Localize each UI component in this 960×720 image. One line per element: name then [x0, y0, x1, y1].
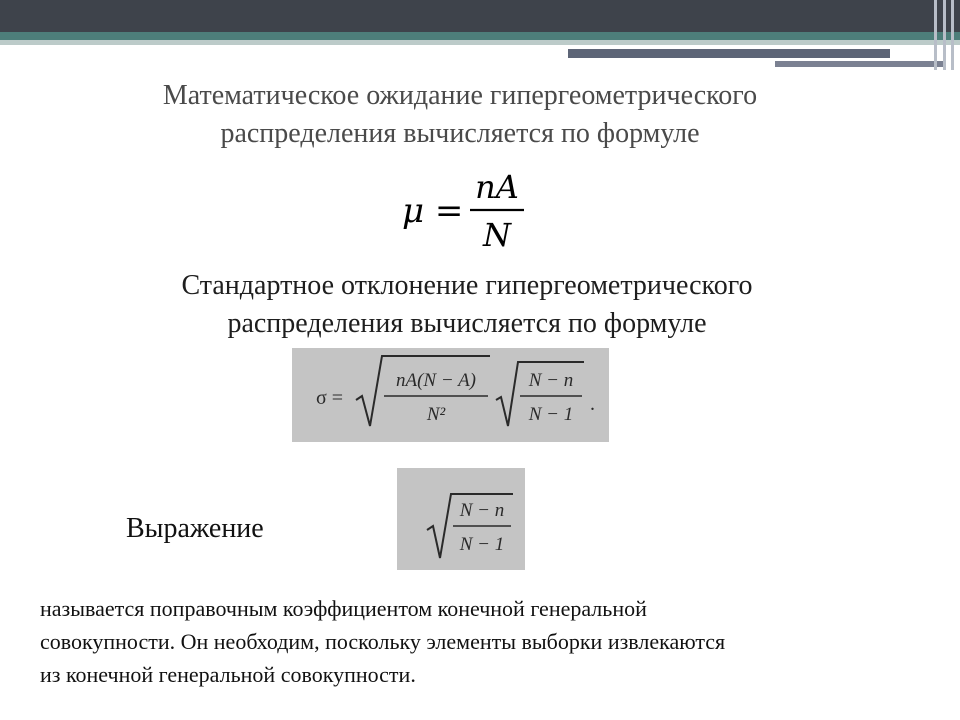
corner-stripe [943, 0, 946, 70]
std-formula-denominator-1: N² [426, 404, 446, 425]
std-formula-image [292, 348, 609, 442]
std-formula-terminator: . [590, 393, 595, 415]
explanation-line-2: совокупности. Он необходим, поскольку элементы выборки извлекаются [40, 629, 726, 654]
corner-stripe [951, 0, 954, 70]
explanation-line-1: называется поправочным коэффициентом конечной генеральной [40, 596, 647, 621]
sqrt-sign-icon [356, 356, 490, 426]
std-heading [0, 267, 934, 343]
mean-formula-numerator: nA [475, 168, 519, 206]
slide-accent-bar [568, 49, 890, 58]
explanation-line-3: из конечной генеральной совокупности. [40, 662, 416, 687]
corner-stripe [934, 0, 937, 70]
explanation-paragraph [40, 592, 920, 691]
slide-teal-band [0, 32, 960, 40]
std-formula-denominator-2: N − 1 [528, 404, 574, 425]
slide-accent-bar-small [775, 61, 945, 67]
std-heading-line-2: распределения вычисляется по формуле [227, 308, 707, 339]
std-heading-line-1: Стандартное отклонение гипергеометрического [181, 270, 753, 301]
mean-formula-lhs: μ = [402, 191, 464, 231]
expression-label: Выражение [126, 513, 264, 544]
mean-formula [400, 160, 540, 260]
slide-top-bar [0, 0, 960, 32]
std-formula-lhs: σ = [316, 387, 344, 409]
slide-teal-band-light [0, 40, 960, 45]
std-formula-numerator-2: N − n [528, 370, 574, 391]
mean-heading-line-2: распределения вычисляется по формуле [220, 118, 700, 149]
mean-heading [0, 77, 920, 153]
mean-formula-denominator: N [483, 216, 511, 254]
correction-factor-image [397, 468, 525, 570]
mean-heading-line-1: Математическое ожидание гипергеометрического [162, 80, 758, 111]
correction-numerator: N − n [459, 500, 505, 521]
correction-denominator: N − 1 [459, 534, 505, 555]
std-formula-numerator-1: nA(N − A) [395, 370, 477, 391]
